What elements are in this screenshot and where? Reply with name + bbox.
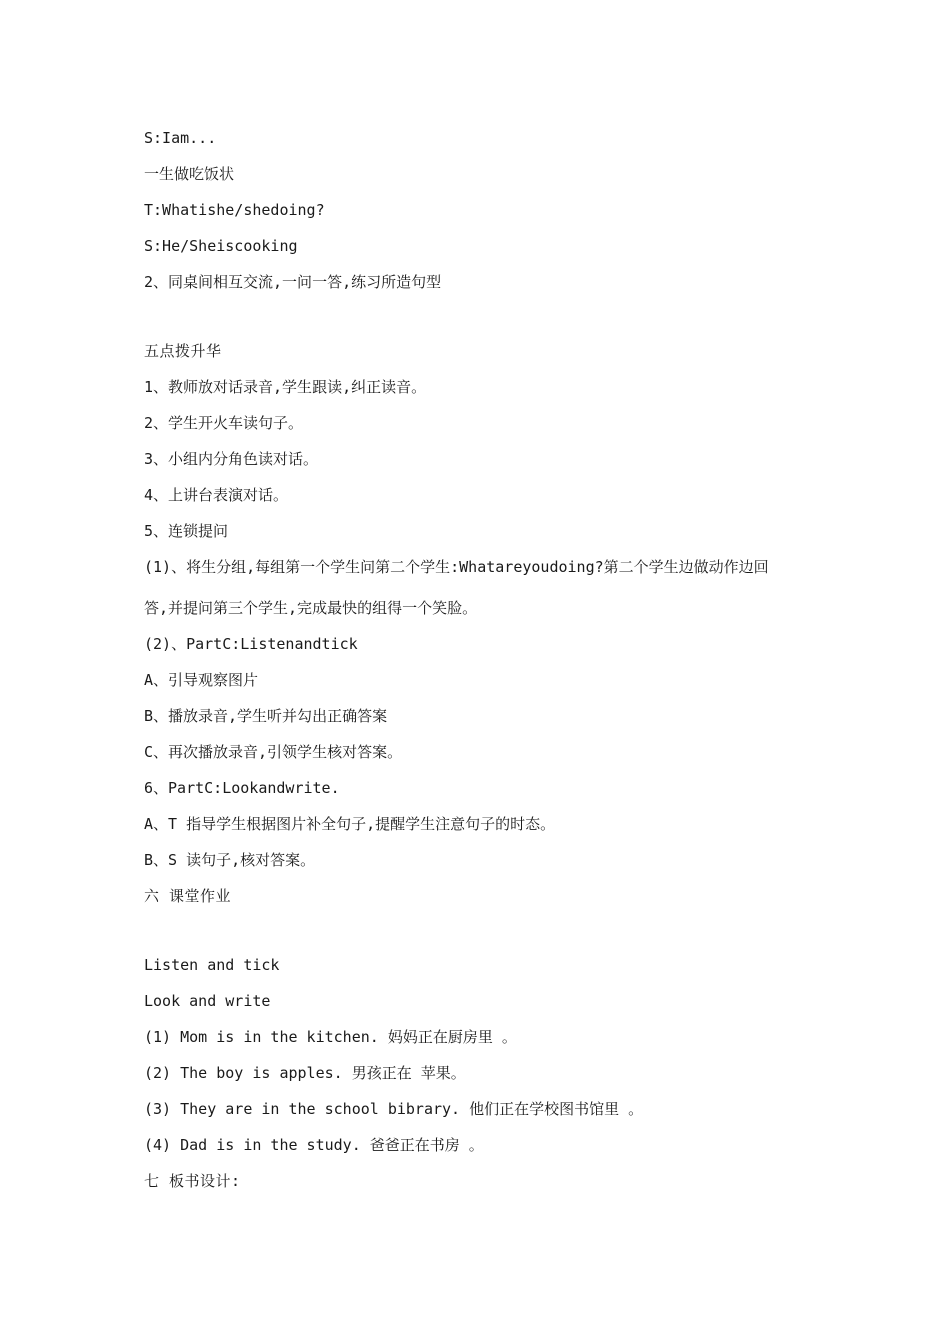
- instruction-line: 一生做吃饭状: [144, 165, 235, 183]
- step-item: 4、上讲台表演对话。: [144, 486, 289, 504]
- homework-item: Listen and tick: [144, 956, 280, 974]
- sub-step-item: C、再次播放录音,引领学生核对答案。: [144, 743, 403, 761]
- step-item: 6、PartC:Lookandwrite.: [144, 779, 340, 797]
- step-item: 2、学生开火车读句子。: [144, 414, 304, 432]
- section-heading: 五点拨升华: [144, 342, 222, 360]
- sub-step-item: A、引导观察图片: [144, 671, 259, 689]
- sub-step-continuation: 答,并提问第三个学生,完成最快的组得一个笑脸。: [144, 599, 478, 617]
- exercise-item: (3) They are in the school bibrary. 他们正在学校图书馆里 。: [144, 1100, 644, 1118]
- dialogue-line: T:Whatishe/shedoing?: [144, 201, 325, 219]
- section-heading: 七 板书设计:: [144, 1172, 241, 1190]
- sub-step-item: (1)、将生分组,每组第一个学生问第二个学生:Whatareyoudoing?第二个学生边做动作边回: [144, 558, 769, 576]
- step-item: 3、小组内分角色读对话。: [144, 450, 319, 468]
- sub-step-item: B、播放录音,学生听并勾出正确答案: [144, 707, 388, 725]
- step-item: 2、同桌间相互交流,一问一答,练习所造句型: [144, 273, 442, 291]
- section-heading: 六 课堂作业: [144, 887, 232, 905]
- homework-item: Look and write: [144, 992, 271, 1010]
- sub-step-item: B、S 读句子,核对答案。: [144, 851, 316, 869]
- exercise-item: (1) Mom is in the kitchen. 妈妈正在厨房里 。: [144, 1028, 517, 1046]
- exercise-item: (2) The boy is apples. 男孩正在 苹果。: [144, 1064, 466, 1082]
- step-item: 1、教师放对话录音,学生跟读,纠正读音。: [144, 378, 427, 396]
- exercise-item: (4) Dad is in the study. 爸爸正在书房 。: [144, 1136, 484, 1154]
- dialogue-line: S:He/Sheiscooking: [144, 237, 298, 255]
- dialogue-line: S:Iam...: [144, 129, 217, 147]
- sub-step-item: A、T 指导学生根据图片补全句子,提醒学生注意句子的时态。: [144, 815, 556, 833]
- sub-step-item: (2)、PartC:Listenandtick: [144, 635, 358, 653]
- step-item: 5、连锁提问: [144, 522, 229, 540]
